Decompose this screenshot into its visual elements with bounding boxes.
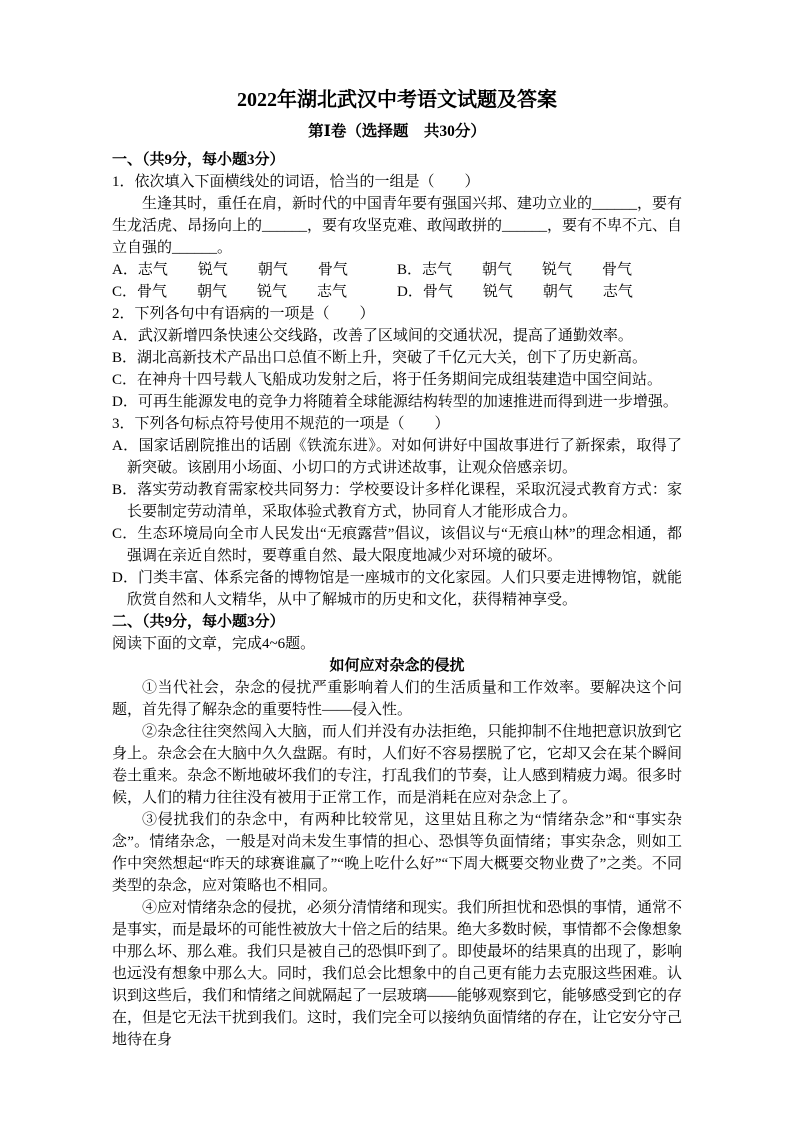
q1-option-c: C．骨气 朝气 锐气 志气 <box>112 284 348 300</box>
question-3 <box>112 413 682 611</box>
exam-title: 2022年湖北武汉中考语文试题及答案 <box>237 89 557 111</box>
question1-option-row-2 <box>112 281 682 303</box>
q1-option-a: A．志气 锐气 朝气 骨气 <box>112 262 348 278</box>
q2-option-d: D．可再生能源发电的竞争力将随着全球能源结构转型的加速推进而得到进一步增强。 <box>112 394 678 410</box>
q3-option-a: A．国家话剧院推出的话剧《铁流东进》。对如何讲好中国故事进行了新探索，取得了新突破。该剧用小场面、小切口的方式讲述故事，让观众倍感亲切。 <box>112 438 682 476</box>
section2-heading: 二、（共9分，每小题3分） <box>112 614 285 630</box>
q2-option-b: B．湖北高新技术产品出口总值不断上升，突破了千亿元大关，创下了历史新高。 <box>112 350 648 366</box>
q3-option-d: D．门类丰富、体系完备的博物馆是一座城市的文化家园。人们只要走进博物馆，就能欣赏自然和人文精华，从中了解城市的历史和文化，获得精神享受。 <box>112 570 682 608</box>
q3-option-c: C．生态环境局向全市人民发出“无痕露营”倡议，该倡议与“无痕山林”的理念相通，都强调在亲近自然时，要尊重自然、最大限度地减少对环境的破坏。 <box>112 526 682 564</box>
essay-paragraph-2: ②杂念往往突然闯入大脑，而人们并没有办法拒绝，只能抑制不住地把意识放到它身上。杂念会在大脑中久久盘踞。有时，人们好不容易摆脱了它，它却又会在某个瞬间卷土重来。杂念不断地破坏我们的专注，打乱我们的节奏，让人感到精疲力竭。很多时候，人们的精力往往没有被用于正常工作，而是消耗在应对杂念上了。 <box>112 724 683 806</box>
volume-heading: 第Ⅰ卷（选择题 共30分） <box>308 123 486 140</box>
q1-option-b: B．志气 朝气 锐气 骨气 <box>397 262 633 278</box>
question-2 <box>112 303 682 413</box>
q1-option-d: D．骨气 锐气 朝气 志气 <box>397 284 633 300</box>
essay-paragraph-4: ④应对情绪杂念的侵扰，必须分清情绪和现实。我们所担忧和恐惧的事情，通常不是事实，而是最坏的可能性被放大十倍之后的结果。绝大多数时候，事情都不会像想象中那么坏、那么难。我们只是被自己的恐惧吓到了。即使最坏的结果真的出现了，影响也远没有想象中那么大。同时，我们总会比想象中的自己更有能力去克服这些困难。认识到这些后，我们和情绪之间就隔起了一层玻璃——能够观察到它，能够感受到它的存在，但是它无法干扰到我们。这时，我们完全可以接纳负面情绪的存在，让它安分守己地待在身 <box>112 900 683 1048</box>
essay-paragraph-3: ③侵扰我们的杂念中，有两种比较常见，这里姑且称之为“情绪杂念”和“事实杂念”。情绪杂念，一般是对尚未发生事情的担心、恐惧等负面情绪；事实杂念，则如工作中突然想起“昨天的球赛谁赢了”“晚上吃什么好”“下周大概要交物业费了”之类。不同类型的杂念，应对策略也不相同。 <box>112 812 682 894</box>
essay-paragraph-1: ①当代社会，杂念的侵扰严重影响着人们的生活质量和工作效率。要解决这个问题，首先得了解杂念的重要特性——侵入性。 <box>112 680 682 718</box>
question2-stem: 2．下列各句中有语病的一项是（ ） <box>112 306 375 322</box>
question3-stem: 3．下列各句标点符号使用不规范的一项是（ ） <box>112 416 450 432</box>
reading-essay <box>112 655 682 1051</box>
q2-option-c: C．在神舟十四号载人飞船成功发射之后，将于任务期间完成组装建造中国空间站。 <box>112 372 663 388</box>
question-1 <box>112 171 682 303</box>
essay-title: 如何应对杂念的侵扰 <box>329 658 465 674</box>
q3-option-b: B．落实劳动教育需家校共同努力：学校要设计多样化课程，采取沉浸式教育方式：家长要制定劳动清单，采取体验式教育方式，协同育人才能形成合力。 <box>112 482 682 520</box>
section1-heading: 一、（共9分，每小题3分） <box>112 152 285 168</box>
question1-passage: 生逢其时，重任在肩，新时代的中国青年要有强国兴邦、建功立业的______，要有生龙活虎、昂扬向上的______，要有攻坚克难、敢闯敢拼的______，要有不卑不亢、自立自强的______。 <box>112 196 683 256</box>
q2-option-a: A．武汉新增四条快速公交线路，改善了区域间的交通状况，提高了通勤效率。 <box>112 328 633 344</box>
reading-instruction: 阅读下面的文章，完成4~6题。 <box>112 636 316 652</box>
question1-options <box>112 259 682 303</box>
question1-option-row-1 <box>112 259 682 281</box>
question1-stem: 1．依次填入下面横线处的词语，恰当的一组是（ ） <box>112 174 480 190</box>
